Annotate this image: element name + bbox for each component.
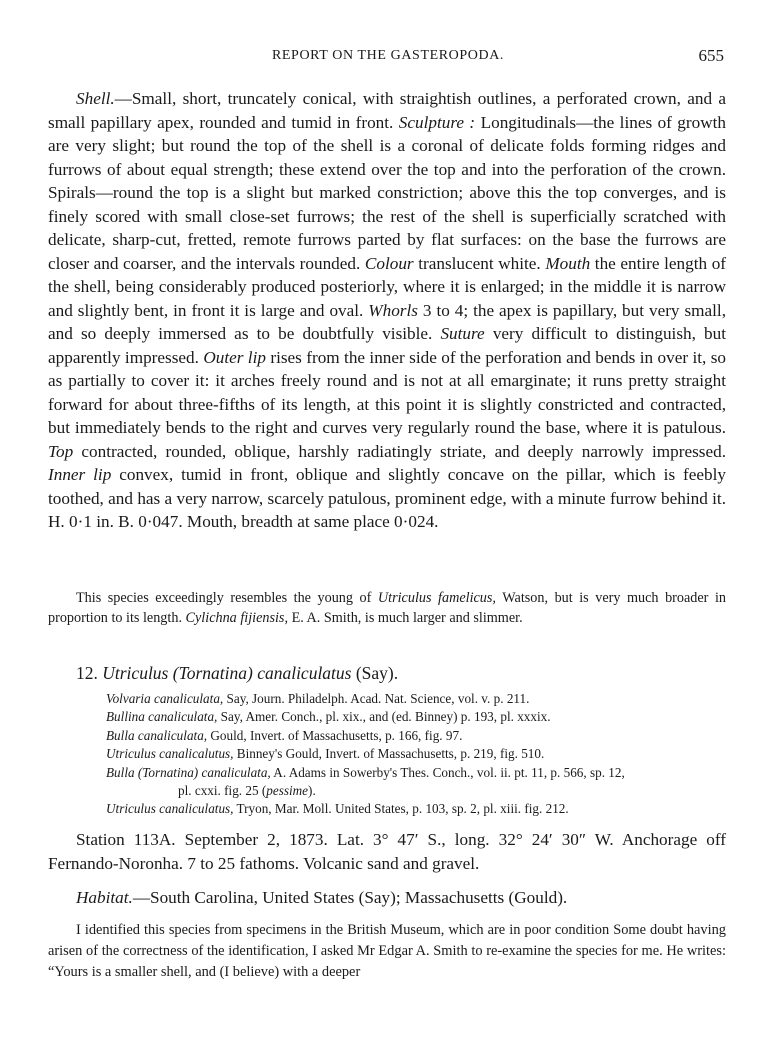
note-text-3: E. A. Smith, is much larger and slimmer. [288,610,523,626]
species-heading [76,663,398,684]
synonym-continuation [106,782,726,800]
synonym-name: Bulla canaliculata, [106,727,208,743]
synonym-reference: Gould, Invert. of Massachusetts, p. 166, fig. 97. [207,727,463,743]
shell-description [48,87,726,534]
page-number: 655 [698,46,724,65]
colour-text: translucent white. [413,253,546,273]
habitat [48,886,726,910]
suture-label: Suture [440,324,485,343]
note-species-2: Cylichna fijiensis, [185,610,289,626]
synonym-name: Utriculus canalicalutus, [106,746,234,762]
outer-lip-text: rises from the inner side of the perforation and bends in over it, so as partially to cover it: it arches freely round and is not at all emarginate; it runs pretty straight forward for about three-fifths of its length, at this point it is slightly constricted and contracted, but immediately bends to the right and curves very regularly round the base, where it is patulous. [48,347,726,437]
inner-lip-label: Inner lip [48,465,112,484]
mouth-text: the entire length of the shell, being considerably produced posteriorly, where it is enlarged; in the middle it is narrow and slightly bent, in front it is large and oval. [48,253,727,320]
mouth-label: Mouth [545,253,591,273]
synonym-reference: Tryon, Mar. Moll. United States, p. 103, sp. 2, pl. xiii. fig. 212. [233,801,569,817]
sculpture-text: Longitudinals—the lines of growth are very slight; but round the top of the shell is a coronal of delicate folds forming ridges and furrows of about equal strength; these extend over the top and into the perforation of the crown. Spirals—round the top is a slight but marked constriction; above this the top converges, and is finely scored with small close-set furrows; the rest of the shell is superficially scratched with delicate, sharp-cut, fretted, remote furrows parted by flat surfaces: on the base the furrows are closer and coarser, and the intervals rounded. [48,112,727,273]
synonym-cont-text: pl. cxxi. fig. 25 ( [178,783,267,799]
species-genus: Utriculus [102,663,169,683]
synonym-cont-italic: pessime [266,783,309,799]
synonymy-list [106,690,726,819]
synonym-entry [106,708,726,726]
synonym-reference: Say, Amer. Conch., pl. xix., and (ed. Binney) p. 193, pl. xxxix. [217,709,551,725]
synonym-reference: Binney's Gould, Invert. of Massachusetts, p. 219, fig. 510. [233,746,545,762]
comparison-note [48,588,726,628]
top-label: Top [48,441,74,461]
synonym-entry [106,690,726,708]
synonym-entry [106,800,726,818]
note-species-1: Utriculus famelicus, [377,590,496,606]
running-title: REPORT ON THE GASTEROPODA. [271,48,505,63]
synonym-entry [106,745,726,763]
synonym-entry [106,727,726,745]
whorls-text: 3 to 4; the apex is papillary, but very small, and so deeply immersed as to be doubtfully visible. [48,300,726,343]
suture-text: very difficult to distinguish, but apparently impressed. [48,324,726,367]
synonym-reference: Say, Journ. Philadelph. Acad. Nat. Science, vol. v. p. 211. [223,691,530,706]
synonym-name: Volvaria canaliculata, [106,691,224,706]
sculpture-label: Sculpture : [398,112,476,132]
species-name: (Tornatina) canaliculatus [172,663,352,683]
running-head [0,46,776,70]
habitat-label: Habitat. [76,888,133,907]
species-author: (Say). [355,663,399,683]
shell-text: —Small, short, truncately conical, with straightish outlines, a perforated crown, and a small papillary apex, rounded and tumid in front. [48,89,726,132]
whorls-label: Whorls [368,300,418,320]
outer-lip-label: Outer lip [203,347,266,367]
synonym-name: Bulla (Tornatina) canaliculata, [106,764,271,780]
shell-label: Shell. [76,89,115,108]
synonym-cont-end: ). [308,783,316,799]
synonym-name: Bullina canaliculata, [106,709,218,725]
note-text-2: Watson, but is very much broader in proportion to its length. [48,590,726,626]
synonym-name: Utriculus canaliculatus, [106,801,234,817]
remarks-paragraph: I identified this species from specimens in the British Museum, which are in poor condition Some doubt having arisen of the correctness of the identification, I asked Mr Edgar A. Smith to re-examine the species for me. He writes: “Yours is a smaller shell, and (I believe) with a deeper [48,922,726,980]
synonym-reference: A. Adams in Sowerby's Thes. Conch., vol. ii. pt. 11, p. 566, sp. 12, [270,764,625,780]
inner-lip-text: convex, tumid in front, oblique and slightly concave on the pillar, which is feebly toothed, and has a very narrow, scarcely patulous, prominent edge, with a minute furrow behind it. H. 0·1 in. B. 0·047. Mouth, breadth at same place 0·024. [48,465,726,531]
note-text-1: This species exceedingly resembles the young of [76,590,378,606]
habitat-text: —South Carolina, United States (Say); Massachusetts (Gould). [132,888,568,907]
station-record: Station 113A. September 2, 1873. Lat. 3° 47′ S., long. 32° 24′ 30″ W. Anchorage off Fernando-Noronha. 7 to 25 fathoms. Volcanic sand and gravel. [48,830,726,873]
colour-label: Colour [364,253,414,273]
species-number: 12. [76,663,98,683]
top-text: contracted, rounded, oblique, harshly radiatingly striate, and deeply narrowly impressed. [73,441,726,461]
synonym-entry [106,764,726,782]
